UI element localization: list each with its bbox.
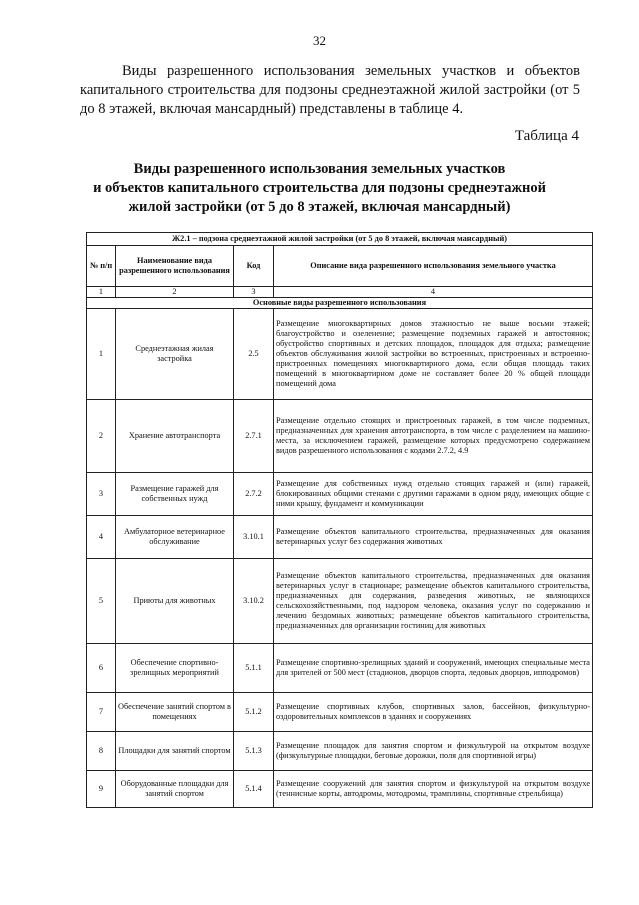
table-title-line: жилой застройки (от 5 до 8 этажей, включая мансардный)	[128, 199, 511, 215]
row-number: 9	[87, 771, 116, 808]
table-row	[87, 473, 593, 516]
use-description: Размещение объектов капитального строительства, предназначенных для оказания ветеринарных услуг без содержания животных	[274, 516, 593, 559]
row-number: 1	[87, 309, 116, 400]
page-number: 32	[313, 33, 326, 48]
table-row	[87, 644, 593, 693]
row-number: 5	[87, 559, 116, 644]
section-header-row	[87, 298, 593, 309]
use-description: Размещение для собственных нужд отдельно стоящих гаражей и (или) гаражей, блокированных общими стенами с другими гаражами в одном ряду, имеющих общие с ними крышу, фундамент и коммуникации	[274, 473, 593, 516]
use-code: 5.1.3	[234, 732, 274, 771]
table-row	[87, 400, 593, 473]
use-name: Обеспечение занятий спортом в помещениях	[116, 693, 234, 732]
column-header-code: Код	[234, 246, 274, 287]
table-row	[87, 559, 593, 644]
use-name: Приюты для животных	[116, 559, 234, 644]
table-row	[87, 693, 593, 732]
column-header-desc: Описание вида разрешенного использования земельного участка	[274, 246, 593, 287]
row-number: 6	[87, 644, 116, 693]
row-number: 8	[87, 732, 116, 771]
row-number: 2	[87, 400, 116, 473]
use-code: 2.7.1	[234, 400, 274, 473]
use-description: Размещение объектов капитального строительства, предназначенных для оказания ветеринарных услуг в стационаре; размещение объектов капитального строительства, предназначенных для содержания, разведения животных, не являющихся сельскохозяйственными, под надзором человека, оказания услуг по содержанию и лечению бездомных животных; размещение объектов капитального строительства, предназначенных для организации гостиниц для животных	[274, 559, 593, 644]
use-name: Амбулаторное ветеринарное обслуживание	[116, 516, 234, 559]
column-header-name: Наименование вида разрешенного использования	[116, 246, 234, 287]
table-title-line: Виды разрешенного использования земельных участков	[133, 161, 506, 177]
column-index-row	[87, 287, 593, 298]
use-description: Размещение спортивных клубов, спортивных залов, бассейнов, физкультурно-оздоровительных комплексов в зданиях и сооружениях	[274, 693, 593, 732]
table-title-line: и объектов капитального строительства для подзоны среднеэтажной	[93, 180, 546, 196]
table-row	[87, 732, 593, 771]
row-number: 3	[87, 473, 116, 516]
table-caption: Таблица 4	[514, 128, 579, 144]
use-name: Площадки для занятий спортом	[116, 732, 234, 771]
use-name: Хранение автотранспорта	[116, 400, 234, 473]
use-name: Среднеэтажная жилая застройка	[116, 309, 234, 400]
use-name: Обеспечение спортивно-зрелищных мероприятий	[116, 644, 234, 693]
use-name: Размещение гаражей для собственных нужд	[116, 473, 234, 516]
table-row	[87, 771, 593, 808]
column-header-row	[87, 246, 593, 287]
use-description: Размещение площадок для занятия спортом и физкультурой на открытом воздухе (физкультурные площадки, беговые дорожки, поля для спортивной игры)	[274, 732, 593, 771]
table-title	[60, 160, 579, 217]
use-code: 3.10.1	[234, 516, 274, 559]
use-description: Размещение спортивно-зрелищных зданий и сооружений, имеющих специальные места для зрителей от 500 мест (стадионов, дворцов спорта, ледовых дворцов, ипподромов)	[274, 644, 593, 693]
use-code: 3.10.2	[234, 559, 274, 644]
use-description: Размещение отдельно стоящих и пристроенных гаражей, в том числе подземных, предназначенных для хранения автотранспорта, в том числе с разделением на машино-места, за исключением гаражей, размещение которых предусмотрено содержанием видов разрешенного использования с кодами 2.7.2, 4.9	[274, 400, 593, 473]
use-description: Размещение сооружений для занятия спортом и физкультурой на открытом воздухе (теннисные корты, автодромы, мотодромы, трамплины, спортивные стрельбища)	[274, 771, 593, 808]
column-index: 3	[234, 287, 274, 298]
zone-header-row	[87, 233, 593, 246]
table-row	[87, 309, 593, 400]
use-code: 5.1.4	[234, 771, 274, 808]
use-description: Размещение многоквартирных домов этажностью не выше восьми этажей; благоустройство и озеленение; размещение подземных гаражей и автостоянок; обустройство спортивных и детских площадок, площадок для отдыха; размещение объектов обслуживания жилой застройки во встроенных, пристроенных и встроенно-пристроенных помещениях многоквартирного дома, если общая площадь таких помещений в многоквартирном доме не составляет более 20 % общей площади помещений дома	[274, 309, 593, 400]
table-row	[87, 516, 593, 559]
intro-paragraph: Виды разрешенного использования земельных участков и объектов капитального строительства для подзоны среднеэтажной жилой застройки (от 5 до 8 этажей, включая мансардный) представлены в таблице 4.	[80, 63, 580, 117]
column-index: 1	[87, 287, 116, 298]
use-code: 5.1.1	[234, 644, 274, 693]
column-index: 4	[274, 287, 593, 298]
land-use-table	[86, 232, 593, 808]
use-name: Оборудованные площадки для занятий спортом	[116, 771, 234, 808]
use-code: 2.5	[234, 309, 274, 400]
column-header-num: № п/п	[87, 246, 116, 287]
zone-header: Ж2.1 – подзона среднеэтажной жилой застройки (от 5 до 8 этажей, включая мансардный)	[87, 233, 593, 246]
column-index: 2	[116, 287, 234, 298]
section-header: Основные виды разрешенного использования	[87, 298, 593, 309]
use-code: 5.1.2	[234, 693, 274, 732]
use-code: 2.7.2	[234, 473, 274, 516]
row-number: 7	[87, 693, 116, 732]
row-number: 4	[87, 516, 116, 559]
